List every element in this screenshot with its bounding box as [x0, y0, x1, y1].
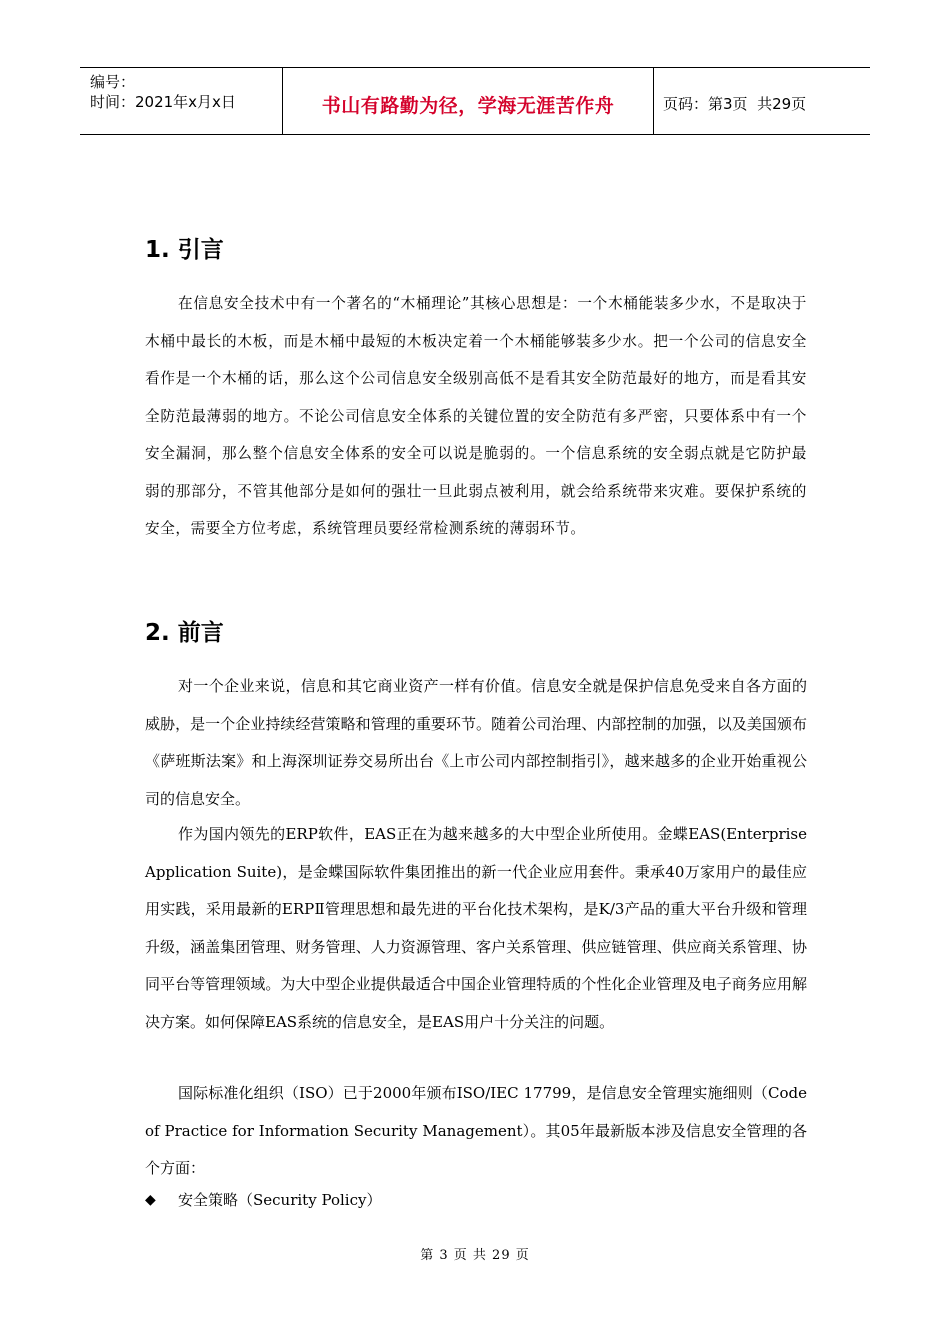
paragraph: 在信息安全技术中有一个著名的“木桶理论”其核心思想是：一个木桶能装多少水，不是取决于木桶中最长的木板，而是木桶中最短的木板决定着一个木桶能够装多少水。把一个公司的信息安全看作是一个木桶的话，那么这个公司信息安全级别高低不是看其安全防范最好的地方，而是看其安全防范最薄弱的地方。不论公司信息安全体系的关键位置的安全防范有多严密，只要体系中有一个安全漏洞，那么整个信息安全体系的安全可以说是脆弱的。一个信息系统的安全弱点就是它防护最弱的那部分，不管其他部分是如何的强壮一旦此弱点被利用，就会给系统带来灾难。要保护系统的安全，需要全方位考虑，系统管理员要经常检测系统的薄弱环节。 — [145, 295, 807, 537]
paragraph: 对一个企业来说，信息和其它商业资产一样有价值。信息安全就是保护信息免受来自各方面的威胁，是一个企业持续经营策略和管理的重要环节。随着公司治理、内部控制的加强，以及美国颁布《萨班斯法案》和上海深圳证券交易所出台《上市公司内部控制指引》，越来越多的企业开始重视公司的信息安全。 — [145, 677, 807, 808]
document-number-label: 编号： — [90, 73, 136, 91]
section-heading: 2. 前言 — [145, 620, 224, 646]
header-page-cell — [654, 70, 870, 136]
section-heading: 1. 引言 — [145, 237, 224, 263]
paragraph: 国际标准化组织（ISO）已于2000年颁布ISO/IEC 17799，是信息安全管理实施细则（Code of Practice for Information Security Management）。其05年最新版本涉及信息安全管理的各个方面： — [145, 1084, 807, 1177]
header-motto-cell — [282, 68, 654, 134]
header-motto: 书山有路勤为径，学海无涯苦作舟 — [321, 94, 615, 117]
diamond-bullet-icon: ◆ — [145, 1192, 156, 1208]
page-header — [80, 67, 870, 135]
list-item — [145, 1182, 381, 1219]
paragraph: 作为国内领先的ERP软件，EAS正在为越来越多的大中型企业所使用。金蝶EAS(Enterprise Application Suite)，是金蝶国际软件集团推出的新一代企业应用套件。秉承40万家用户的最佳应用实践，采用最新的ERPⅡ管理思想和最先进的平台化技术架构，是K/3产品的重大平台升级和管理升级，涵盖集团管理、财务管理、人力资源管理、客户关系管理、供应链管理、供应商关系管理、协同平台等管理领域。为大中型企业提供最适合中国企业管理特质的个性化企业管理及电子商务应用解决方案。如何保障EAS系统的信息安全，是EAS用户十分关注的问题。 — [145, 825, 807, 1031]
page-footer: 第 3 页 共 29 页 — [420, 1248, 530, 1263]
document-date: 时间：2021年x月x日 — [90, 93, 236, 111]
header-left-cell — [80, 68, 282, 134]
list-item-text: 安全策略（Security Policy） — [178, 1191, 382, 1209]
header-page-info: 页码：第3页 共29页 — [663, 94, 807, 113]
